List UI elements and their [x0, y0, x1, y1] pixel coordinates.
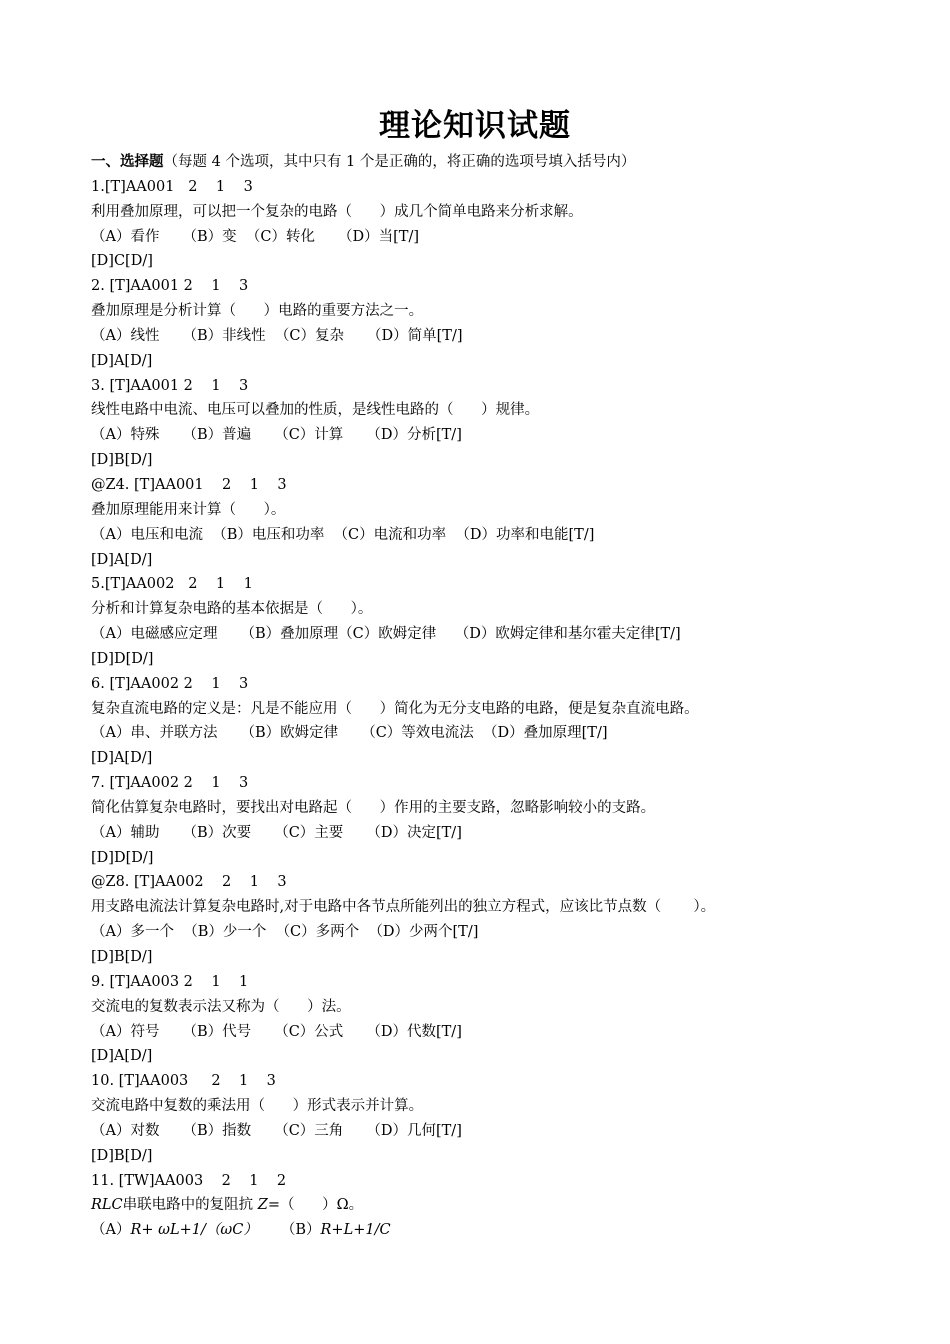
question-stem: 叠加原理是分析计算（ ）电路的重要方法之一。: [91, 303, 424, 320]
question-options: （A）看作 （B）变 （C）转化 （D）当[T/]: [91, 228, 420, 245]
question-header: 5.[T]AA002 2 1 1: [91, 576, 253, 593]
question-options: （A）电磁感应定理 （B）叠加原理（C）欧姆定律 （D）欧姆定律和基尔霍夫定律[T/]: [91, 626, 681, 643]
question-answer: [D]B[D/]: [91, 452, 153, 469]
question-answer: [D]C[D/]: [91, 253, 153, 270]
question-stem: [91, 1193, 931, 1218]
question-header: 11. [TW]AA003 2 1 2: [91, 1172, 287, 1189]
question-answer: [D]A[D/]: [91, 352, 153, 369]
question-options: [91, 1218, 931, 1243]
stem-z: Z: [257, 1197, 268, 1214]
question-header: 3. [T]AA001 2 1 3: [91, 377, 249, 394]
question-header: 10. [T]AA003 2 1 3: [91, 1073, 276, 1090]
question-options: （A）串、并联方法 （B）欧姆定律 （C）等效电流法 （D）叠加原理[T/]: [91, 725, 608, 742]
question-stem: 交流电的复数表示法又称为（ ）法。: [91, 998, 351, 1015]
question-stem: 利用叠加原理，可以把一个复杂的电路（ ）成几个简单电路来分析求解。: [91, 203, 583, 220]
option-b-label: （B）: [257, 1222, 321, 1239]
section-title: 一、选择题: [91, 154, 164, 170]
stem-text: 串联电路中的复阻抗: [122, 1197, 258, 1214]
section-instructions: （每题 4 个选项，其中只有 1 个是正确的，将正确的选项号填入括号内）: [163, 154, 636, 170]
page-title: 理论知识试题: [379, 108, 571, 144]
question-stem: 线性电路中电流、电压可以叠加的性质，是线性电路的（ ）规律。: [91, 402, 540, 419]
question-stem: 交流电路中复数的乘法用（ ）形式表示并计算。: [91, 1098, 424, 1115]
option-b-expression: R+L+1/C: [320, 1222, 391, 1239]
question-item: [91, 1169, 931, 1244]
option-a-label: （A）: [91, 1222, 131, 1239]
question-item: [91, 672, 931, 771]
question-header: 9. [T]AA003 2 1 1: [91, 973, 249, 990]
question-answer: [D]A[D/]: [91, 1048, 153, 1065]
question-header: 7. [T]AA002 2 1 3: [91, 775, 249, 792]
option-a-expression: R+ ωL+1/（ωC）: [130, 1222, 258, 1239]
question-options: （A）对数 （B）指数 （C）三角 （D）几何[T/]: [91, 1122, 462, 1139]
question-answer: [D]B[D/]: [91, 949, 153, 965]
question-options: （A）线性 （B）非线性 （C）复杂 （D）简单[T/]: [91, 327, 463, 344]
question-answer: [D]D[D/]: [91, 849, 154, 866]
question-item: [91, 175, 931, 274]
question-item: [91, 1069, 931, 1168]
question-item: [91, 473, 931, 572]
question-answer: [D]A[D/]: [91, 750, 153, 767]
question-header: 6. [T]AA002 2 1 3: [91, 675, 249, 692]
question-options: （A）电压和电流 （B）电压和功率 （C）电流和功率 （D）功率和电能[T/]: [91, 526, 595, 543]
question-item: [91, 970, 931, 1069]
question-item: [91, 771, 931, 870]
question-header: @Z4. [T]AA001 2 1 3: [91, 476, 287, 493]
stem-end: =（ ）Ω。: [267, 1197, 364, 1214]
document-body: [91, 150, 931, 1243]
section-heading: [91, 150, 931, 175]
question-stem: 叠加原理能用来计算（ ）。: [91, 501, 286, 518]
question-options: （A）辅助 （B）次要 （C）主要 （D）决定[T/]: [91, 824, 462, 841]
question-header: 1.[T]AA001 2 1 3: [91, 178, 253, 195]
question-header: @Z8. [T]AA002 2 1 3: [91, 874, 287, 891]
question-answer: [D]A[D/]: [91, 551, 153, 568]
question-answer: [D]B[D/]: [91, 1147, 153, 1164]
question-list: [91, 175, 931, 1169]
question-header: 2. [T]AA001 2 1 3: [91, 278, 249, 295]
question-options: （A）特殊 （B）普遍 （C）计算 （D）分析[T/]: [91, 427, 462, 444]
question-item: [91, 572, 931, 671]
question-options: （A）多一个 （B）少一个 （C）多两个 （D）少两个[T/]: [91, 924, 479, 941]
stem-rlc: RLC: [91, 1197, 123, 1214]
question-stem: 用支路电流法计算复杂电路时,对于电路中各节点所能列出的独立方程式，应该比节点数（ ）。: [91, 899, 716, 916]
question-answer: [D]D[D/]: [91, 650, 154, 667]
question-item: [91, 274, 931, 373]
question-stem: 简化估算复杂电路时，要找出对电路起（ ）作用的主要支路，忽略影响较小的支路。: [91, 799, 656, 816]
question-stem: 复杂直流电路的定义是：凡是不能应用（ ）简化为无分支电路的电路，便是复杂直流电路。: [91, 700, 699, 717]
question-item: [91, 374, 931, 473]
question-options: （A）符号 （B）代号 （C）公式 （D）代数[T/]: [91, 1023, 462, 1040]
question-stem: 分析和计算复杂电路的基本依据是（ ）。: [91, 601, 373, 618]
question-item: [91, 870, 931, 969]
